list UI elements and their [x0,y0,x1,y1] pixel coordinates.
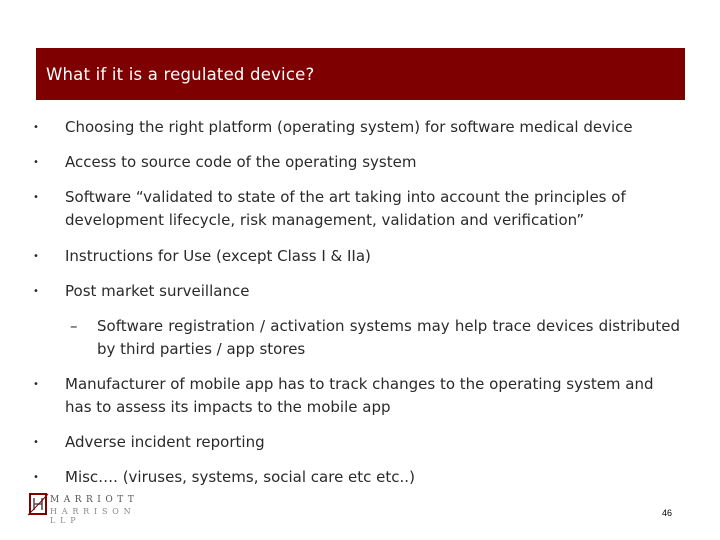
sub-bullet-marker: – [70,317,78,335]
bullet-text: Post market surveillance [65,282,250,300]
bullet-marker: • [33,379,39,390]
sub-bullet-item [70,315,680,361]
bullet-marker: • [33,437,39,448]
bullet-item [30,466,680,489]
slide-title: What if it is a regulated device? [46,64,315,84]
bullet-item [30,431,680,454]
bullet-item [30,245,680,268]
bullet-marker: • [33,192,39,203]
bullet-item [30,280,680,303]
bullet-text: Access to source code of the operating system [65,153,417,171]
bullet-text: Instructions for Use (except Class I & IIa) [65,247,371,265]
logo-mark-icon [26,491,50,517]
bullet-item [30,151,680,174]
bullet-marker: • [33,472,39,483]
bullet-text: Choosing the right platform (operating system) for software medical device [65,118,633,136]
bullet-marker: • [33,251,39,262]
bullet-marker: • [33,122,39,133]
bullet-item [30,116,680,139]
page-number: 46 [662,508,673,518]
bullet-text: Manufacturer of mobile app has to track changes to the operating system and has to assess its impacts to the mobile app [65,375,654,416]
company-logo [26,491,166,525]
bullet-item [30,373,680,419]
bullet-text: Misc…. (viruses, systems, social care etc etc..) [65,468,415,486]
bullet-item [30,186,680,232]
logo-name-line2: HARRISON LLP [50,507,136,525]
bullet-marker: • [33,157,39,168]
bullet-list [30,116,680,489]
logo-name-line1: MARRIOTT [50,495,139,505]
sub-bullet-text: Software registration / activation systems may help trace devices distributed by third parties / app stores [97,317,680,358]
bullet-text: Software “validated to state of the art taking into account the principles of development lifecycle, risk management, validation and verification” [65,188,626,229]
bullet-text: Adverse incident reporting [65,433,265,451]
bullet-marker: • [33,286,39,297]
title-bar [36,48,685,100]
